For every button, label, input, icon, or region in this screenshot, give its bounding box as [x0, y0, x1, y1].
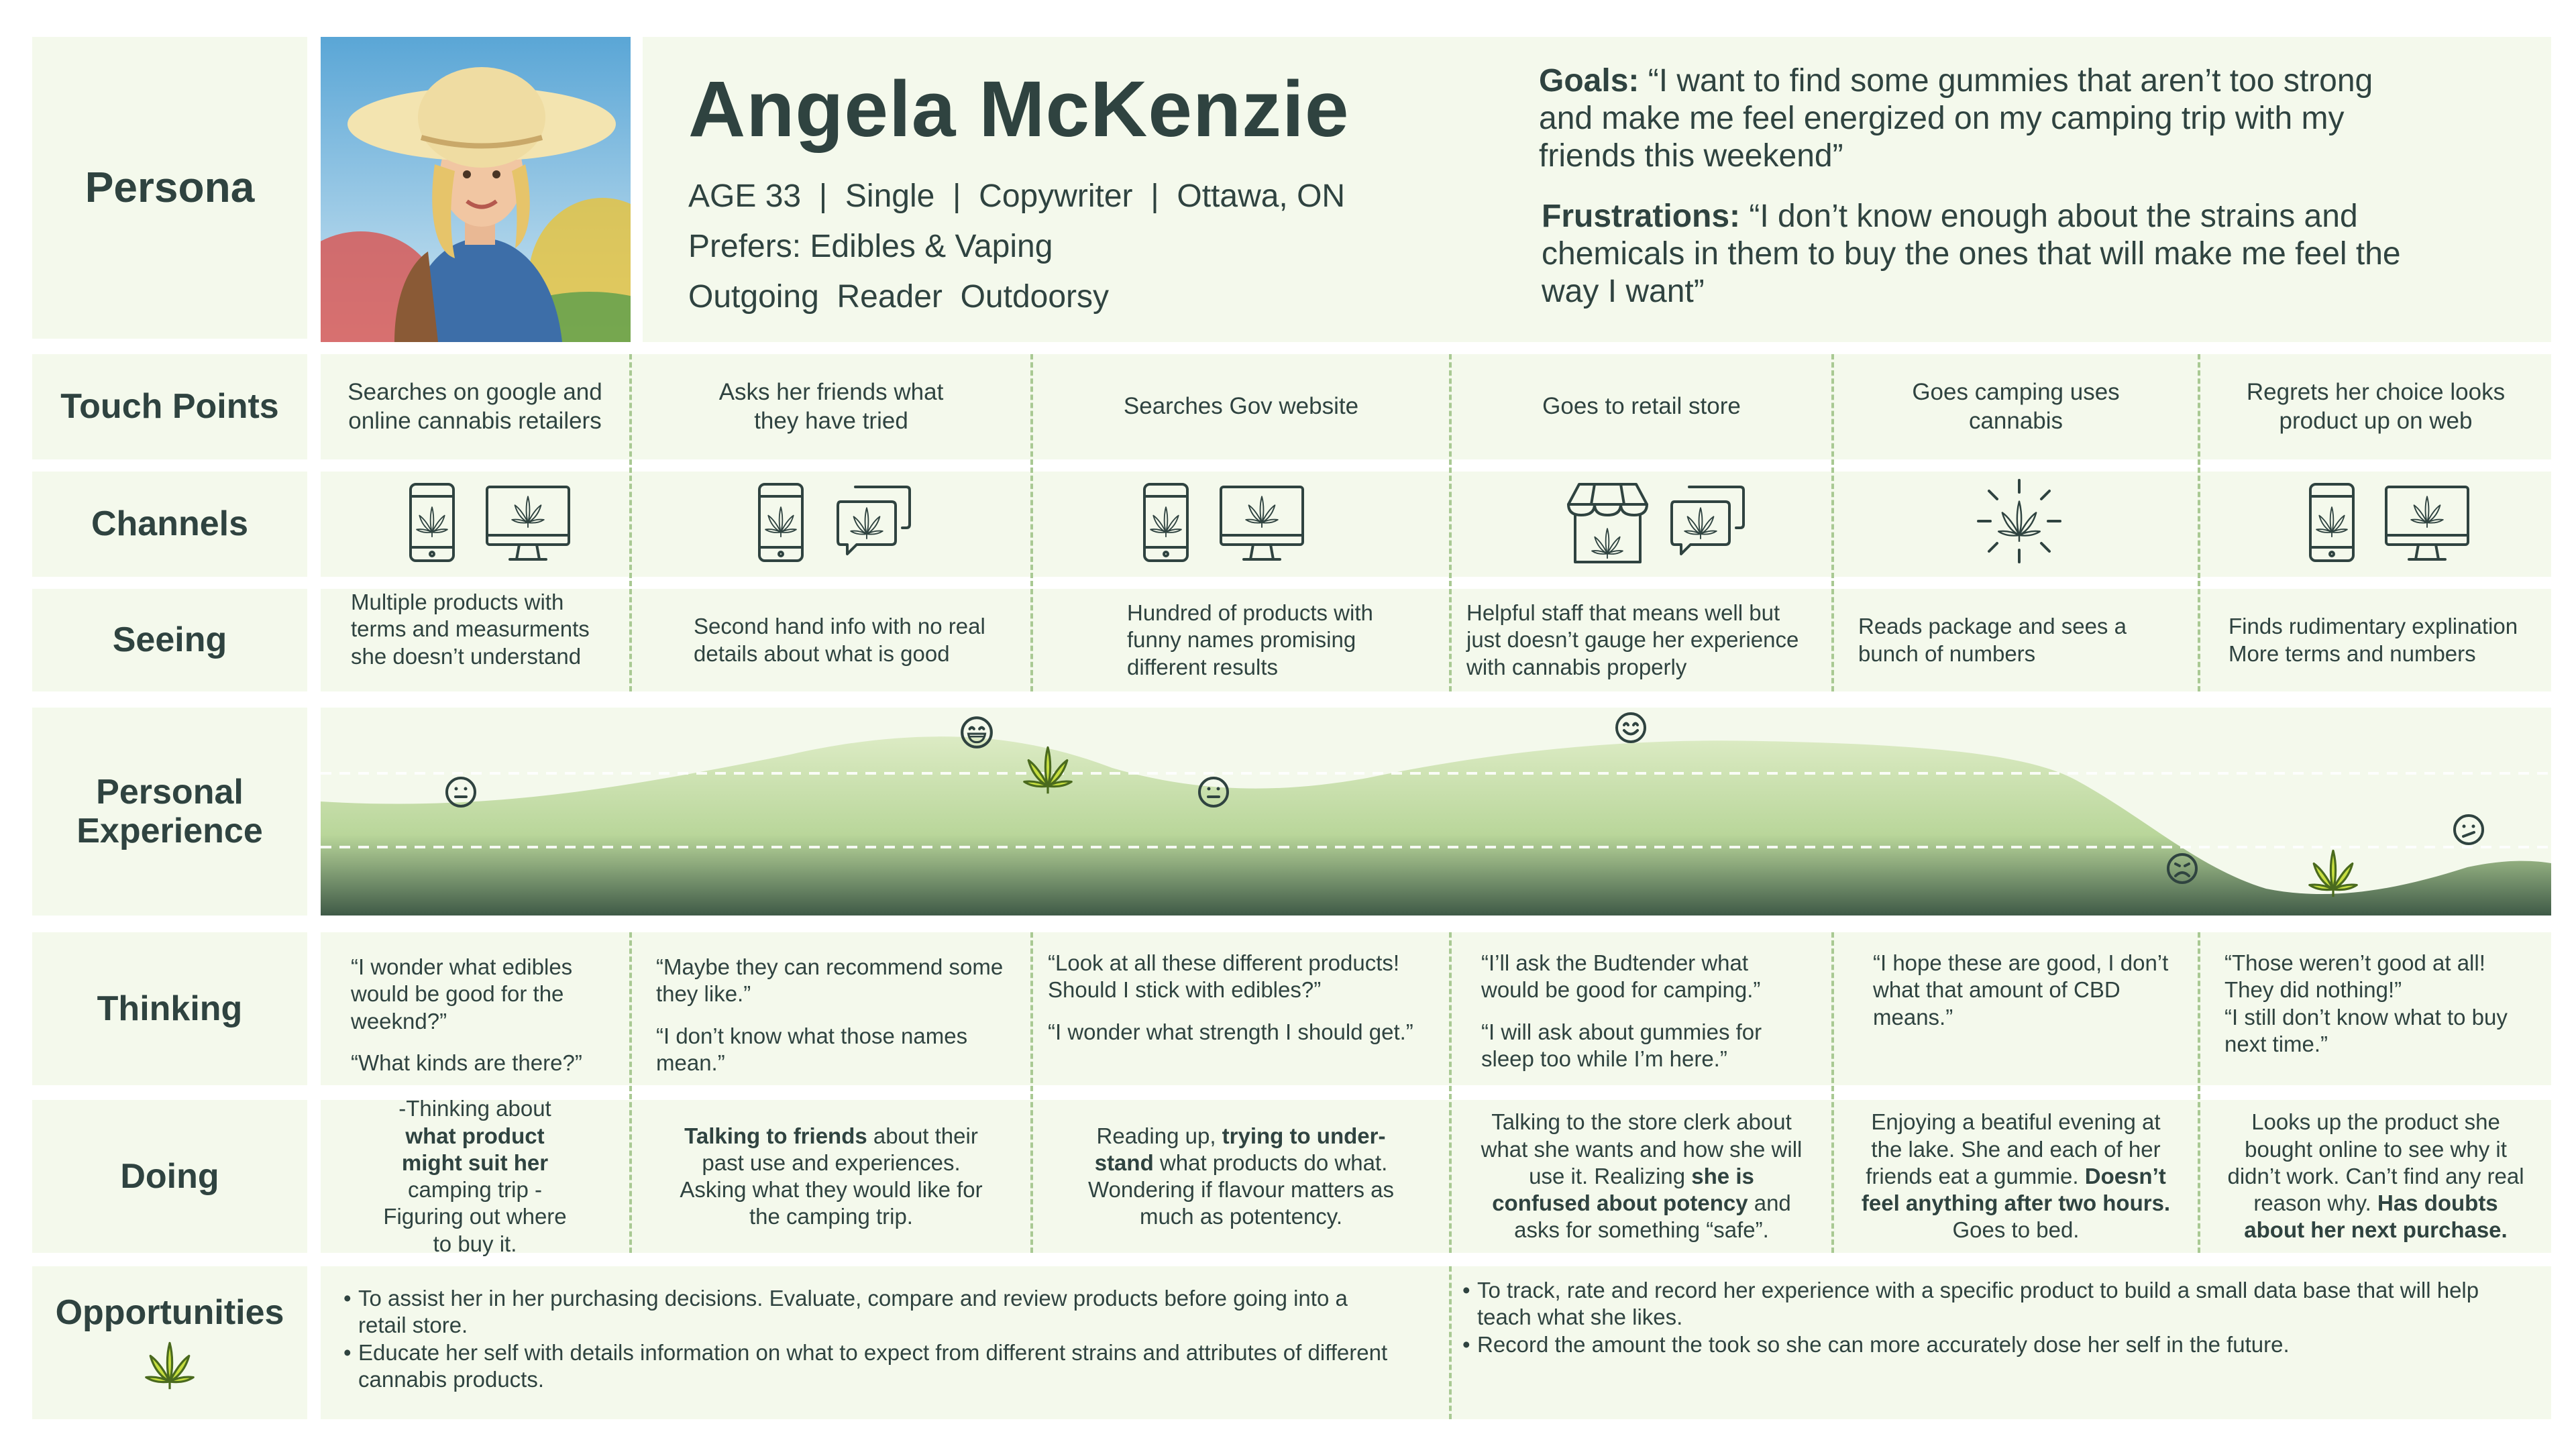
- opportunities-label: [32, 1266, 307, 1419]
- seeing-label: Seeing: [32, 589, 307, 691]
- doing-text: Looks up the product she bought online to see why it didn’t work. Can’t find any real reason why.: [2227, 1109, 2524, 1216]
- monitor-cannabis-icon: [1218, 484, 1305, 563]
- doing-cell-2: [632, 1100, 1030, 1253]
- seeing-cell-6: [2200, 589, 2551, 691]
- personal-experience-label-line1: Personal: [96, 772, 244, 812]
- seeing-line: Reads package and sees a: [1858, 614, 2127, 639]
- thought: “What kinds are there?”: [351, 1050, 582, 1075]
- persona-label: Persona: [32, 37, 307, 339]
- doing-highlight: she is confused about potency: [1492, 1163, 1754, 1216]
- opportunity-item: • To assist her in her purchasing decisions. Evaluate, compare and review products before going into a retail store.: [343, 1286, 1348, 1338]
- seeing-line: terms and measurments: [351, 616, 590, 642]
- persona-demographics: AGE 33 | Single | Copywriter | Ottawa, ON: [688, 178, 1346, 214]
- seeing-line: Hundred of products with: [1127, 600, 1373, 626]
- thought: “I still don’t know what to buy next time.”: [2224, 1004, 2508, 1056]
- persona-frustrations: [1542, 198, 2420, 311]
- channels-label: Channels: [32, 472, 307, 577]
- doing-cell-6: [2200, 1100, 2551, 1253]
- touch-point-3: Searches Gov website: [1123, 393, 1359, 420]
- phone-cannabis-icon: [408, 482, 456, 563]
- seeing-line: with cannabis properly: [1466, 654, 1687, 679]
- monitor-cannabis-icon: [2383, 484, 2471, 563]
- phone-cannabis-icon: [757, 482, 805, 563]
- touch-point-4: Goes to retail store: [1542, 393, 1741, 420]
- thought: “Look at all these different products! Should I stick with edibles?”: [1048, 950, 1400, 1003]
- persona-status: Single: [845, 178, 935, 214]
- experience-curve: [321, 708, 2551, 916]
- cannabis-leaf-icon: [2306, 846, 2360, 900]
- touch-points-label: Touch Points: [32, 354, 307, 459]
- thinking-cell-3: [1033, 932, 1449, 1085]
- doing-text: what products do what. Wondering if flavour matters as much as potentency.: [1087, 1150, 1395, 1229]
- persona-age: AGE 33: [688, 178, 802, 214]
- thinking-cell-2: [632, 932, 1030, 1085]
- thinking-cell-1: [321, 932, 629, 1085]
- seeing-line: funny names promising: [1127, 627, 1356, 653]
- persona-portrait-illustration: [321, 37, 631, 342]
- opportunity-item: • To track, rate and record her experience with a specific product to build a small data base that will help teach what she likes.: [1462, 1278, 2479, 1330]
- neutral-face-icon: [1197, 775, 1230, 809]
- cannabis-burst-icon: [1976, 478, 2063, 565]
- neutral-face-icon: [444, 775, 478, 809]
- touch-point-1: Searches on google and online cannabis retailers: [347, 378, 602, 434]
- doing-text: -Thinking about: [398, 1096, 551, 1121]
- doing-highlight: Talking to friends: [684, 1123, 867, 1148]
- personal-experience-label-line2: Experience: [76, 812, 263, 850]
- persona-location: Ottawa, ON: [1177, 178, 1346, 214]
- thought: “I wonder what edibles would be good for the weeknd?”: [351, 954, 573, 1034]
- seeing-line: just doesn’t gauge her experience: [1466, 627, 1799, 653]
- thought: “I wonder what strength I should get.”: [1048, 1019, 1413, 1044]
- seeing-line: Second hand info with no real: [694, 614, 985, 639]
- opportunities-right: [1462, 1277, 2536, 1358]
- persona-prefers: Prefers: Edibles & Vaping: [688, 229, 1053, 264]
- persona-job: Copywriter: [979, 178, 1133, 214]
- frustrations-text: “I don’t know enough about the strains and chemicals in them to buy the ones that will make me feel the way I want”: [1542, 199, 2401, 310]
- doing-text: and asks for something “safe”.: [1514, 1190, 1791, 1243]
- thinking-cell-4: [1452, 932, 1831, 1085]
- seeing-line: Multiple products with: [351, 590, 564, 614]
- phone-cannabis-icon: [1142, 482, 1190, 563]
- seeing-line: different results: [1127, 654, 1279, 679]
- thought: “Those weren’t good at all! They did nothing!”: [2224, 950, 2485, 1003]
- goals-text: “I want to find some gummies that aren’t too strong and make me feel energized on my camping trip with my friends this weekend”: [1539, 63, 2373, 174]
- doing-cell-5: [1834, 1100, 2198, 1253]
- doing-text: Reading up,: [1096, 1123, 1222, 1148]
- grin-face-icon: [959, 715, 994, 750]
- doing-text: about their past use and experiences. Asking what they would like for the camping trip.: [680, 1123, 983, 1229]
- persona-photo: [321, 37, 631, 342]
- persona-traits: Outgoing Reader Outdoorsy: [688, 279, 1110, 315]
- confused-face-icon: [2452, 813, 2485, 846]
- doing-cell-4: [1452, 1100, 1831, 1253]
- opportunities-label-text: Opportunities: [55, 1292, 284, 1332]
- seeing-line: Helpful staff that means well but: [1466, 600, 1780, 626]
- seeing-line: More terms and numbers: [2229, 641, 2476, 666]
- thinking-label: Thinking: [32, 932, 307, 1085]
- store-icon: [1566, 482, 1650, 565]
- doing-text: Enjoying a beatiful evening at the lake. She and each of her friends eat a gummie.: [1866, 1109, 2161, 1188]
- frustrations-label: Frustrations:: [1542, 199, 1741, 234]
- doing-cell-3: [1033, 1100, 1449, 1253]
- opportunity-item: • Educate her self with details information on what to expect from different strains and attributes of different cannabis products.: [343, 1339, 1388, 1392]
- thought: “I will ask about gummies for sleep too while I’m here.”: [1481, 1019, 1762, 1071]
- doing-cell-1: [321, 1096, 629, 1256]
- thinking-cell-6: [2200, 932, 2551, 1085]
- phone-cannabis-icon: [2308, 482, 2356, 563]
- doing-text: Talking to the store clerk about what she wants and how she will use it. Realizing: [1481, 1109, 1803, 1188]
- doing-highlight: what product might suit her: [401, 1123, 549, 1175]
- persona-name: Angela McKenzie: [688, 65, 1350, 154]
- touch-point-2: Asks her friends what they have tried: [718, 378, 944, 434]
- touch-point-6: Regrets her choice looks product up on web: [2246, 378, 2506, 434]
- monitor-cannabis-icon: [484, 484, 572, 563]
- seeing-line: bunch of numbers: [1858, 641, 2036, 666]
- seeing-cell-2: [632, 589, 1030, 691]
- opportunities-left: [343, 1285, 1390, 1393]
- persona-goals: [1539, 62, 2418, 175]
- seeing-cell-4: [1452, 589, 1831, 691]
- seeing-cell-3: [1033, 589, 1449, 691]
- chat-cannabis-icon: [835, 484, 912, 557]
- persona-details-panel: [643, 37, 2551, 342]
- goals-label: Goals:: [1539, 63, 1640, 99]
- doing-text: camping trip -Figuring out where to buy it.: [383, 1177, 567, 1256]
- column-divider: [1449, 1266, 1452, 1419]
- doing-highlight: Has doubts about her next purchase.: [2244, 1190, 2508, 1243]
- seeing-cell-5: [1834, 589, 2198, 691]
- sad-face-icon: [2165, 852, 2199, 885]
- seeing-line: Finds rudimentary explination: [2229, 614, 2518, 639]
- seeing-cell-1: [321, 589, 629, 691]
- doing-highlight: Doesn’t feel anything after two hours.: [1861, 1163, 2171, 1216]
- opportunity-item: • Record the amount the took so she can more accurately dose her self in the future.: [1462, 1331, 2290, 1357]
- seeing-line: details about what is good: [694, 641, 950, 666]
- channels-row: [321, 472, 2551, 577]
- cannabis-leaf-icon: [1021, 743, 1075, 797]
- touch-point-5: Goes camping uses cannabis: [1912, 378, 2120, 434]
- doing-label: Doing: [32, 1100, 307, 1253]
- chat-cannabis-icon: [1669, 484, 1746, 557]
- thought: “I hope these are good, I don’t what that amount of CBD means.”: [1873, 950, 2169, 1030]
- thought: “Maybe they can recommend some they like.”: [656, 954, 1004, 1007]
- doing-text: Goes to bed.: [1952, 1217, 2080, 1243]
- doing-highlight: trying to under-stand: [1094, 1123, 1386, 1175]
- cannabis-leaf-icon: [143, 1339, 197, 1392]
- experience-row: [321, 708, 2551, 916]
- seeing-line: she doesn’t understand: [351, 643, 582, 669]
- thought: “I don’t know what those names mean.”: [656, 1023, 968, 1075]
- smile-face-icon: [1614, 711, 1648, 744]
- personal-experience-label: [32, 708, 307, 916]
- thought: “I’ll ask the Budtender what would be good for camping.”: [1481, 950, 1761, 1003]
- thinking-cell-5: [1834, 932, 2198, 1085]
